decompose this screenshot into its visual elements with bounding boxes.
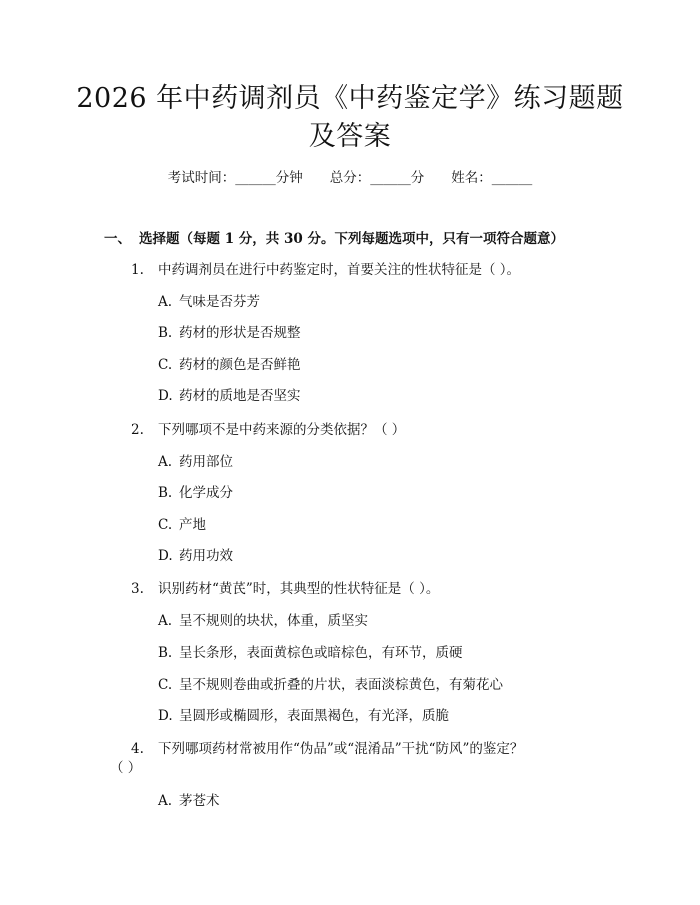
option-letter: A. [158,454,173,470]
question-number: 2. [131,422,144,438]
option-letter: C. [158,357,173,373]
question-text: 下列哪项不是中药来源的分类依据？（ ） [158,422,406,438]
option-letter: D. [158,548,173,564]
option-text: 呈圆形或椭圆形，表面黑褐色，有光泽，质脆 [179,708,449,724]
question-text: 下列哪项药材常被用作“伪品”或“混淆品”干扰“防风”的鉴定？ [158,741,524,757]
section-heading [104,229,564,249]
question-3 [131,579,439,599]
question-number: 4. [131,741,144,757]
exam-info-line: 考试时间：______分钟 总分：______分 姓名：______ [167,170,533,186]
option-text: 药材的形状是否规整 [179,325,301,341]
question-number: 3. [131,581,144,597]
section-number: 一、 [104,231,131,247]
question-3-option-b [158,643,463,663]
option-text: 产地 [179,517,206,533]
option-text: 呈长条形，表面黄棕色或暗棕色，有环节，质硬 [179,645,463,661]
question-2-option-b [158,483,233,503]
option-letter: B. [158,325,173,341]
option-letter: A. [158,793,173,809]
option-text: 化学成分 [179,485,233,501]
question-text: 识别药材“黄芪”时，其典型的性状特征是（ ）。 [158,581,440,597]
option-text: 药用部位 [179,454,233,470]
question-4-option-a [158,791,220,811]
question-1 [131,260,520,280]
question-2-option-a [158,452,233,472]
question-text: 中药调剂员在进行中药鉴定时，首要关注的性状特征是（ ）。 [158,262,521,278]
option-letter: B. [158,485,173,501]
question-4-continuation: （ ） [110,760,142,776]
option-text: 药材的颜色是否鲜艳 [179,357,301,373]
question-2-option-d [158,546,233,566]
question-3-option-c [158,675,503,695]
question-2-option-c [158,515,206,535]
question-2 [131,420,405,440]
option-text: 气味是否芬芳 [179,294,260,310]
document-title-line2: 及答案 [308,121,392,152]
option-letter: A. [158,613,173,629]
option-text: 药用功效 [179,548,233,564]
option-text: 茅苍术 [179,793,220,809]
question-number: 1. [131,262,144,278]
question-1-option-d [158,386,301,406]
question-1-option-a [158,292,260,312]
option-letter: C. [158,517,173,533]
option-text: 呈不规则卷曲或折叠的片状，表面淡棕黄色，有菊花心 [179,677,503,693]
option-letter: C. [158,677,173,693]
section-heading-text: 选择题（每题 1 分，共 30 分。下列每题选项中，只有一项符合题意） [139,231,564,247]
option-letter: B. [158,645,173,661]
question-3-option-d [158,706,449,726]
question-3-option-a [158,611,368,631]
option-letter: D. [158,708,173,724]
question-4 [131,739,523,759]
option-text: 呈不规则的块状，体重，质坚实 [179,613,368,629]
document-title-line1: 2026 年中药调剂员《中药鉴定学》练习题题 [76,83,624,114]
option-letter: D. [158,388,173,404]
option-text: 药材的质地是否坚实 [179,388,301,404]
question-1-option-c [158,355,301,375]
question-1-option-b [158,323,301,343]
option-letter: A. [158,294,173,310]
